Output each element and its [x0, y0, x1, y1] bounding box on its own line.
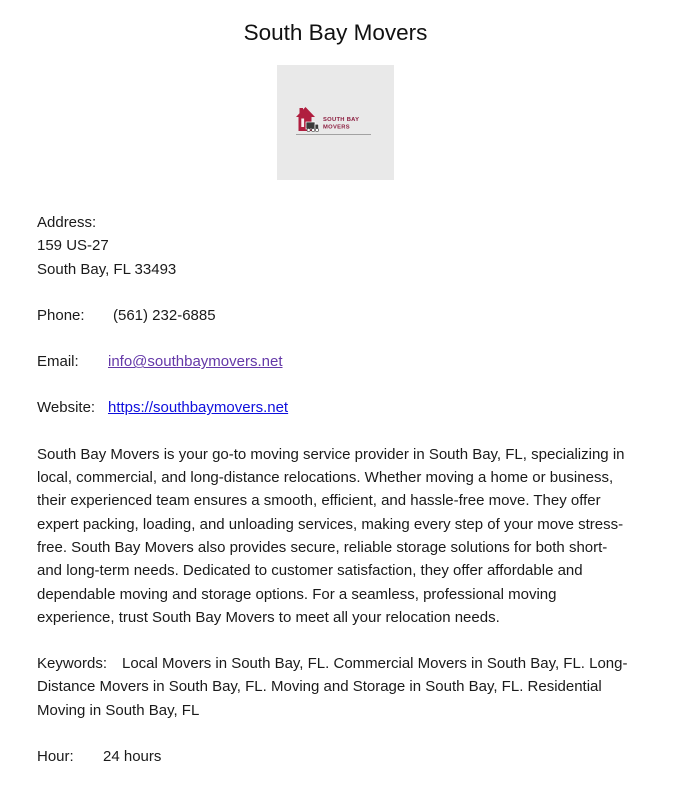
logo-wordmark-line1: SOUTH BAY — [322, 116, 359, 123]
address-city-state-zip: South Bay, FL 33493 — [37, 260, 177, 278]
address-block — [37, 211, 634, 281]
website-label: Website: — [37, 399, 96, 417]
email-row — [37, 350, 634, 373]
hours-label: Hour: — [37, 748, 74, 766]
page-title: South Bay Movers — [243, 20, 428, 45]
address-label: Address: — [37, 214, 97, 231]
keywords-text: Local Movers in South Bay, FL. Commercial Movers in South Bay, FL. Long-Distance Movers in South Bay, FL. Moving and Storage in South Bay, FL. Residential Moving in South Bay, FL — [37, 655, 628, 719]
keywords-block — [37, 652, 634, 722]
phone-number: (561) 232-6885 — [113, 306, 216, 324]
hours-value: 24 hours — [103, 748, 162, 766]
email-link[interactable]: info@southbaymovers.net — [108, 353, 283, 371]
hours-row — [37, 745, 634, 768]
address-street: 159 US-27 — [37, 237, 109, 255]
logo-wordmark-line2: MOVERS — [322, 124, 350, 130]
phone-row — [37, 304, 634, 327]
website-link[interactable]: https://southbaymovers.net — [108, 399, 289, 417]
house-truck-logo-icon — [296, 105, 376, 141]
company-description: South Bay Movers is your go-to moving service provider in South Bay, FL, specializing in local, commercial, and long-distance relocations. Whether moving a home or business, their experienced team ensures a smooth, efficient, and hassle-free move. They offer expert packing, loading, and unloading services, making every step of your move stress-free. South Bay Movers also provides secure, reliable storage solutions for both short- and long-term needs. Dedicated to customer satisfaction, they offer affordable and dependable moving and storage options. For a seamless, professional moving experience, trust South Bay Movers to meet all your relocation needs. — [37, 445, 625, 626]
company-logo — [277, 65, 394, 180]
email-label: Email: — [37, 353, 79, 371]
keywords-label: Keywords: — [37, 655, 108, 673]
truck-glyph — [306, 122, 319, 132]
phone-label: Phone: — [37, 306, 85, 324]
website-row — [37, 396, 634, 419]
